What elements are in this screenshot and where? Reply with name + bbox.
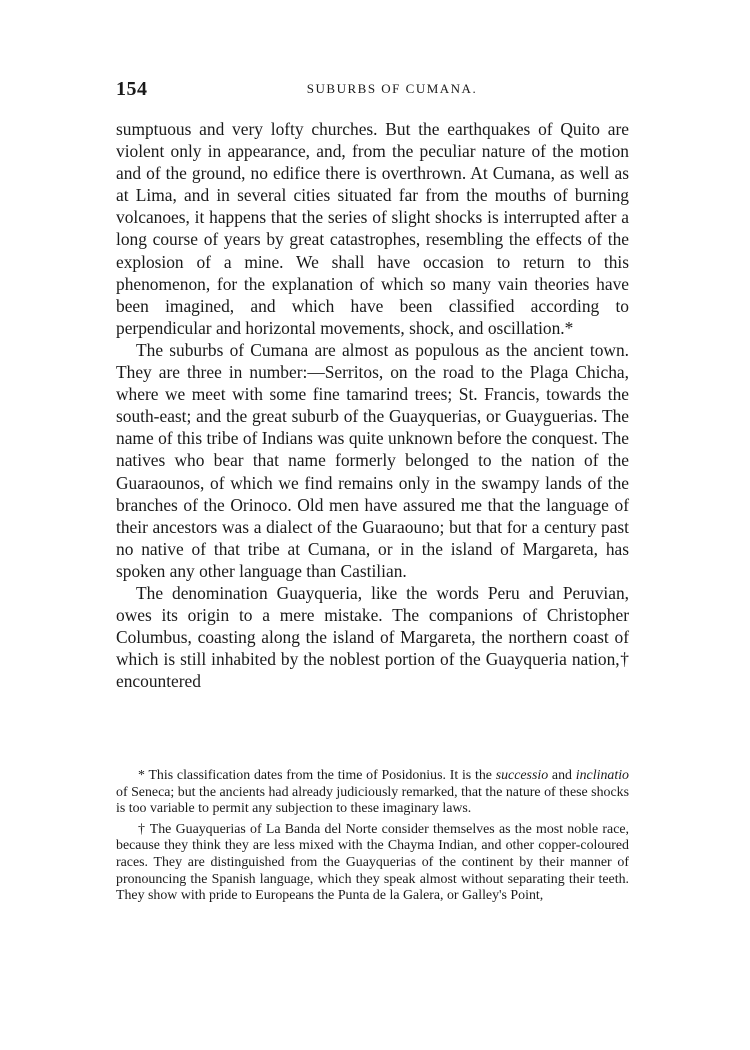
paragraph: sumptuous and very lofty churches. But the earthquakes of Quito are violent only in appearance, and, from the peculiar nature of the motion and of the ground, no edifice there is overthrown. At Cumana, as well as at Lima, and in several cities situated far from the mouths of burning volcanoes, it happens that the series of slight shocks is interrupted after a long course of years by great catastrophes, resembling the effects of the explosion of a mine. We shall have occasion to return to this phenomenon, for the explanation of which so many vain theories have been imagined, and which have been classified according to perpendicular and horizontal movements, shock, and oscillation.* (116, 119, 629, 338)
footnote-text: * This classification dates from the time of Posidonius. It is the (138, 768, 496, 783)
footnote-text: of Seneca; but the ancients had already judiciously remarked, that the nature of these shocks is too variable to permit any subjection to these imaginary laws. (116, 784, 629, 817)
footnotes (116, 768, 629, 909)
running-head: SUBURBS OF CUMANA. (306, 81, 478, 96)
page-header (116, 78, 628, 100)
footnote-italic-term: inclinatio (575, 768, 629, 783)
footnote-2: † The Guayquerias of La Banda del Norte consider themselves as the most noble race, because they think they are less mixed with the Chayma Indian, and other copper-coloured races. They are distinguished from the Guayquerias of the continent by their manner of pronouncing the Spanish language, which they speak almost without separating their teeth. They show with pride to Europeans the Punta de la Galera, or Galley's Point, (116, 821, 629, 904)
main-text (116, 118, 629, 692)
paragraph: The denomination Guayqueria, like the words Peru and Peruvian, owes its origin to a mere mistake. The companions of Christopher Columbus, coasting along the island of Margareta, the northern coast of which is still inhabited by the noblest portion of the Guayqueria nation,† encountered (116, 582, 629, 692)
page-number: 154 (116, 78, 148, 100)
footnote-1 (116, 768, 629, 818)
footnote-text: and (548, 768, 576, 783)
footnote-italic-term: successio (495, 768, 549, 783)
paragraph: The suburbs of Cumana are almost as populous as the ancient town. They are three in number:—Serritos, on the road to the Plaga Chicha, where we meet with some fine tamarind trees; St. Francis, towards the south-east; and the great suburb of the Guayquerias, or Guayguerias. The name of this tribe of Indians was quite unknown before the conquest. The natives who bear that name formerly belonged to the nation of the Guaraounos, of which we find remains only in the swampy lands of the branches of the Orinoco. Old men have assured me that the language of their ancestors was a dialect of the Guaraouno; but that for a century past no native of that tribe at Cumana, or in the island of Margareta, has spoken any other language than Castilian. (116, 339, 629, 581)
